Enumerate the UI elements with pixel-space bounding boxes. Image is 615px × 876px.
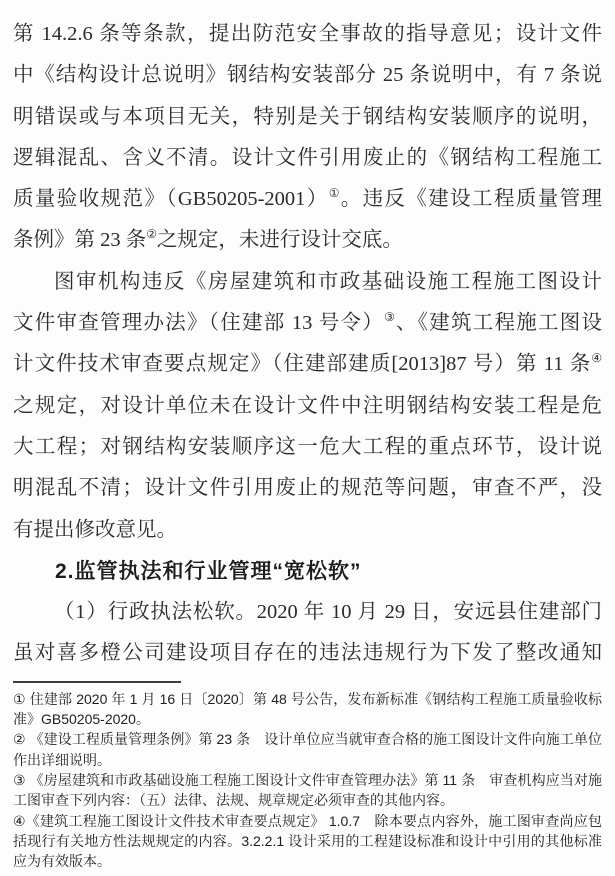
body-line: 图审机构违反《房屋建筑和市政基础设施工程施工图设计	[54, 270, 602, 293]
section-heading: 2.监管执法和行业管理“宽松软”	[55, 559, 362, 583]
body-line: 逻辑混乱、含义不清。设计文件引用废止的《钢结构工程施工	[13, 146, 602, 169]
footnote-line: 工图审查下列内容：（五）法律、法规、规章规定必须审查的其他内容。	[13, 792, 454, 809]
body-line: 质量验收规范》（GB50205-2001）①。违反《建设工程质量管理	[13, 186, 602, 211]
footnote-reference: ③	[384, 310, 396, 325]
footnote-line: 应为有效版本。	[13, 853, 111, 870]
footnote-line: 准》GB50205-2020。	[13, 711, 150, 728]
footnote-reference: ①	[328, 186, 341, 201]
body-line: 明混乱不清；设计文件引用废止的规范等问题，审查不严，没	[13, 477, 602, 500]
body-line: 明错误或与本项目无关，特别是关于钢结构安装顺序的说明，	[13, 105, 602, 128]
footnote-reference: ②	[146, 227, 157, 242]
footnote-line: ② 《建设工程质量管理条例》第 23 条 设计单位应当就审查合格的施工图设计文件向施工单位	[13, 731, 602, 748]
footnote-line: 括现行有关地方性法规规定的内容。3.2.2.1 设计采用的工程建设标准和设计中引用的其他标准	[13, 832, 602, 849]
body-line: 文件审查管理办法》（住建部 13 号令）③、《建筑工程施工图设	[13, 310, 602, 335]
body-line: （1）行政执法松软。2020 年 10 月 29 日，安远县住建部门	[54, 601, 602, 624]
footnote-reference: ④	[591, 351, 602, 366]
body-line: 大工程；对钢结构安装顺序这一危大工程的重点环节，设计说	[13, 435, 602, 458]
footnote-line: ① 住建部 2020 年 1 月 16 日〔2020〕第 48 号公告，发布新标准《钢结构工程施工质量验收标	[13, 690, 602, 707]
body-line: 虽对喜多橙公司建设项目存在的违法违规行为下发了整改通知	[13, 642, 602, 665]
body-line: 中《结构设计总说明》钢结构安装部分 25 条说明中，有 7 条说	[13, 64, 602, 87]
body-line: 计文件技术审查要点规定》（住建部建质[2013]87 号）第 11 条④	[13, 351, 602, 376]
body-line: 第 14.2.6 条等条款，提出防范安全事故的指导意见；设计文件	[13, 23, 602, 45]
footnote-line: ③ 《房屋建筑和市政基础设施工程施工图设计文件审查管理办法》第 11 条 审查机构应当对施	[13, 771, 602, 788]
body-line: 条例》第 23 条②之规定，未进行设计交底。	[13, 227, 403, 252]
footnote-line: 作出详细说明。	[13, 751, 111, 768]
body-line: 之规定，对设计单位未在设计文件中注明钢结构安装工程是危	[13, 394, 602, 417]
body-line: 有提出修改意见。	[13, 518, 177, 541]
footnote-section	[0, 683, 615, 872]
footnote-line: ④《建筑工程施工图设计文件技术审查要点规定》 1.0.7 除本要点内容外，施工图审查尚应包	[13, 812, 602, 829]
